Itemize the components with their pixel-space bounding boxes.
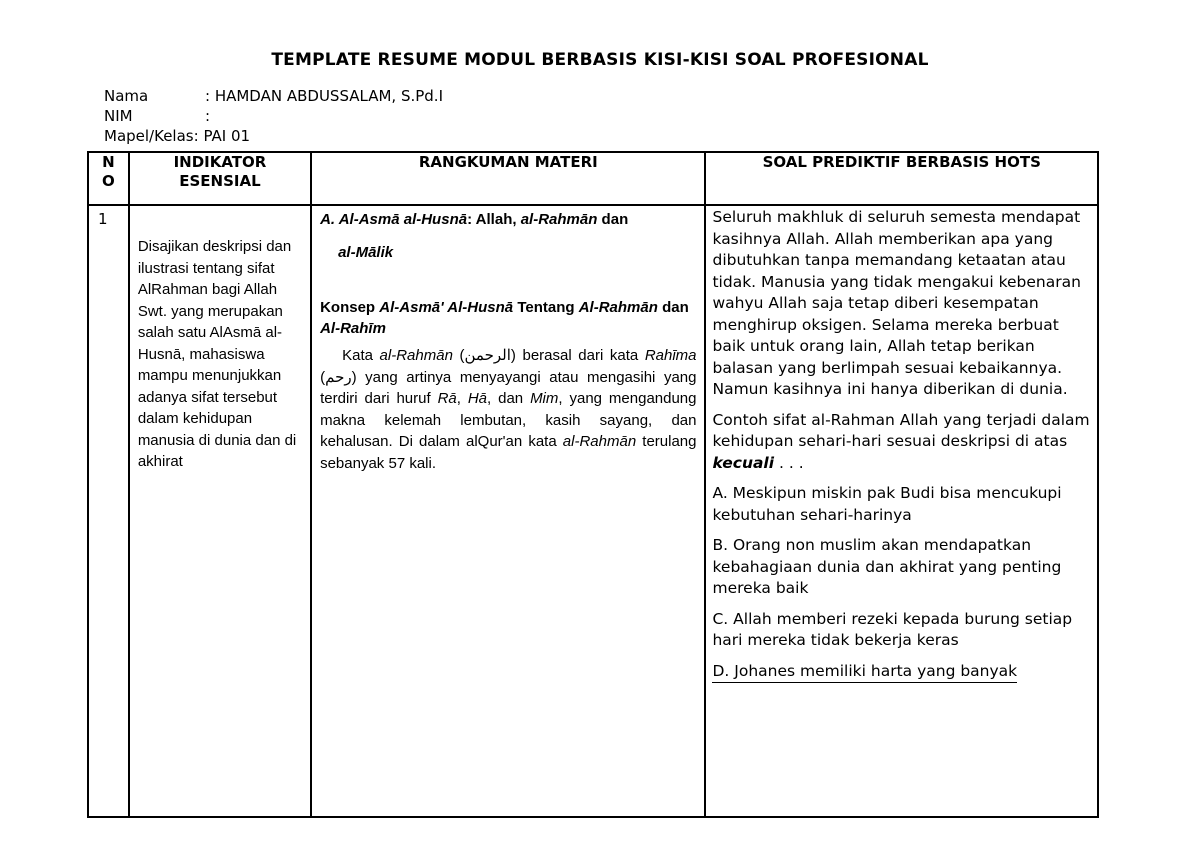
header-no-line2: O	[102, 172, 115, 190]
header-soal: SOAL PREDIKTIF BERBASIS HOTS	[705, 152, 1098, 205]
table-row	[88, 205, 1098, 817]
rangkuman-paragraph: Kata al-Rahmān (الرحمن) berasal dari kata Rahīma (رحم) yang artinya menyayangi atau mengasihi yang terdiri dari huruf Rā, Hā, dan Mim, yang mengandung makna kelemah lembutan, kasih sayang, dan kehalusan. Di dalam alQur'an kata al-Rahmān terulang sebanyak 57 kali.	[320, 347, 697, 472]
soal-question: Contoh sifat al-Rahman Allah yang terjadi dalam kehidupan sehari-hari sesuai deskripsi di atas kecuali . . .	[712, 410, 1090, 472]
soal-intro: Seluruh makhluk di seluruh semesta mendapat kasihnya Allah. Allah memberikan apa yang dibutuhkan tanpa memandang ketaatan atau tidak. Manusia yang tidak mengakui kebenaran wahyu Allah saja tetap diberi kesempatan menghirup oksigen. Selama mereka berbuat baik untuk orang lain, Allah tetap berikan balasan yang berlimpah sesuai kebaikannya. Namun kasihnya ini hanya diberikan di dunia.	[712, 208, 1081, 398]
rangkuman-cell	[311, 205, 705, 817]
indikator-cell: Disajikan deskripsi dan ilustrasi tentang sifat AlRahman bagi Allah Swt. yang merupakan salah satu AlAsmā al-Husnā, mahasiswa mampu menunjukkan adanya sifat tersebut dalam kehidupan manusia di dunia dan di akhirat	[129, 205, 311, 817]
mapel-label: Mapel/Kelas:	[104, 127, 199, 145]
row-number: 1	[88, 205, 129, 817]
nim-label: NIM	[104, 107, 133, 125]
rangkuman-heading-2: Konsep Al-Asmā' Al-Husnā Tentang Al-Rahmān dan Al-Rahīm	[320, 299, 689, 337]
rangkuman-heading-1: A. Al-Asmā al-Husnā: Allah, al-Rahmān dan	[320, 211, 629, 228]
soal-option-b: B. Orang non muslim akan mendapatkan kebahagiaan dunia dan akhirat yang penting mereka baik	[712, 536, 1062, 597]
header-indikator	[129, 152, 311, 205]
nim-line	[104, 106, 210, 126]
mapel-value: PAI 01	[203, 127, 251, 145]
header-indikator-line2: ESENSIAL	[179, 172, 261, 190]
soal-option-c: C. Allah memberi rezeki kepada burung setiap hari mereka tidak bekerja keras	[712, 609, 1073, 649]
soal-cell	[705, 205, 1098, 817]
header-row	[88, 152, 1098, 205]
soal-option-a: A. Meskipun miskin pak Budi bisa mencukupi kebutuhan sehari-harinya	[712, 484, 1062, 524]
nama-line	[104, 86, 443, 106]
resume-table	[87, 151, 1099, 818]
nim-value: :	[205, 107, 211, 125]
header-indikator-line1: INDIKATOR	[173, 153, 267, 171]
mapel-line	[104, 126, 250, 146]
header-rangkuman: RANGKUMAN MATERI	[311, 152, 705, 205]
nama-label: Nama	[104, 87, 149, 105]
header-no	[88, 152, 129, 205]
page-title: TEMPLATE RESUME MODUL BERBASIS KISI-KISI SOAL PROFESIONAL	[271, 50, 929, 70]
nama-value: : HAMDAN ABDUSSALAM, S.Pd.I	[205, 87, 443, 105]
soal-option-d-line	[712, 661, 1091, 684]
rangkuman-heading-1b: al-Mālik	[338, 244, 394, 261]
soal-option-d: D. Johanes memiliki harta yang banyak	[712, 661, 1017, 684]
soal-question-emphasis: kecuali	[712, 453, 775, 472]
header-no-line1: N	[102, 153, 115, 171]
